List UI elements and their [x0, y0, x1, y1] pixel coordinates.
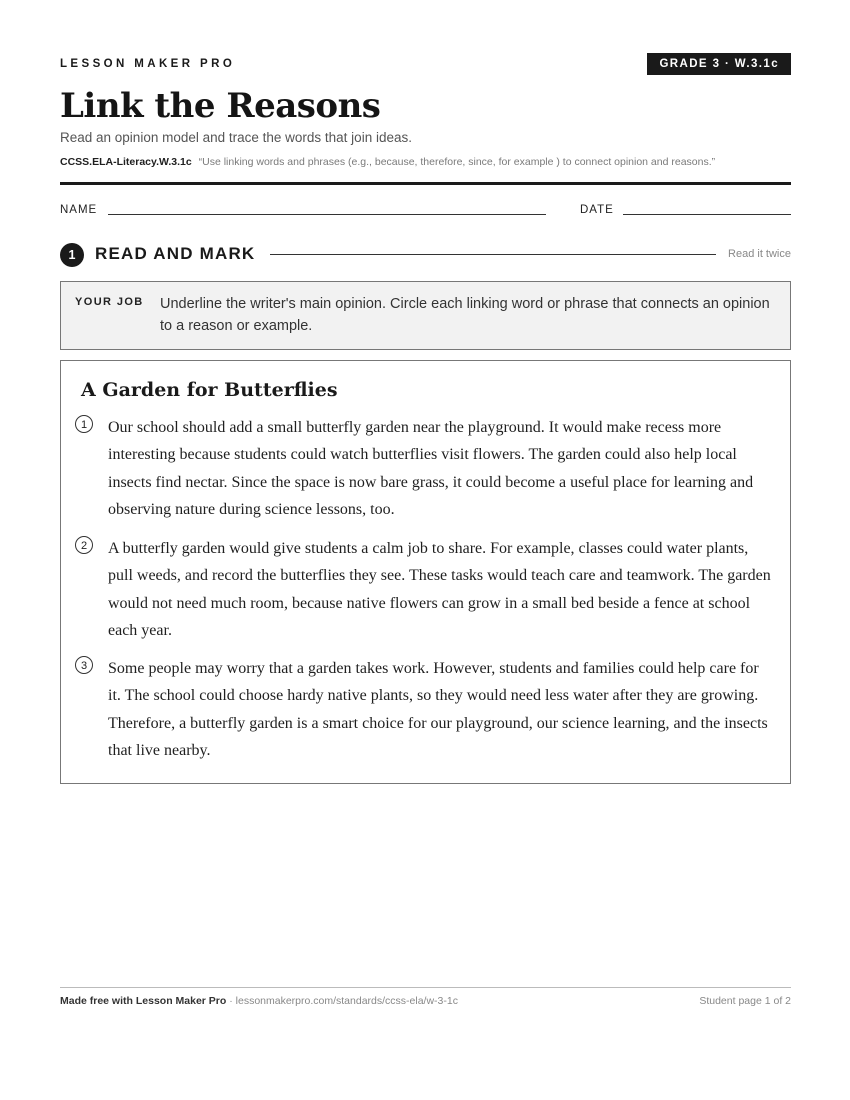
grade-badge: GRADE 3 · W.3.1c — [647, 53, 791, 75]
paragraph-text: A butterfly garden would give students a calm job to share. For example, classes could water plants, pull weeds, and record the butterflies they see. These tasks would teach care and teamwork. The garden would not need much room, because native flowers can grow in a small bed beside a fence at school each year. — [108, 540, 771, 639]
reading-passage — [60, 360, 791, 784]
name-label: NAME — [60, 204, 98, 216]
instruction-label: YOUR JOB — [75, 296, 144, 308]
header-divider — [60, 182, 791, 185]
footer-credit — [60, 995, 458, 1007]
section-number-badge: 1 — [60, 243, 84, 267]
date-field[interactable] — [623, 214, 791, 215]
instruction-text: Underline the writer's main opinion. Circle each linking word or phrase that connects an opinion to a reason or example. — [160, 296, 770, 334]
passage-title: A Garden for Butterflies — [81, 379, 338, 401]
date-label: DATE — [580, 204, 614, 216]
standard-code: CCSS.ELA-Literacy.W.3.1c — [60, 156, 192, 168]
paragraph-text: Our school should add a small butterfly garden near the playground. It would make recess more interesting because students could watch butterflies visit flowers. The garden could also help local insects find nectar. Since the space is now bare grass, it could become a useful place for learning and observing nature during science lessons, too. — [108, 419, 754, 518]
name-field[interactable] — [108, 214, 546, 215]
page-title: Link the Reasons — [60, 86, 381, 126]
paragraph-number-icon: 1 — [75, 415, 93, 433]
brand-name: LESSON MAKER PRO — [60, 58, 236, 70]
paragraph-number-icon: 3 — [75, 656, 93, 674]
footer-made-with: Made free with Lesson Maker Pro — [60, 995, 227, 1007]
instruction-box — [60, 281, 791, 350]
section-note: Read it twice — [728, 248, 791, 260]
footer-page-number: Student page 1 of 2 — [699, 995, 791, 1007]
paragraph-number-icon: 2 — [75, 536, 93, 554]
footer-divider — [60, 987, 791, 988]
standard-text: “Use linking words and phrases (e.g., because, therefore, since, for example ) to connect opinion and reasons.” — [198, 156, 716, 168]
footer-url[interactable]: · lessonmakerpro.com/standards/ccss-ela/w-3-1c — [226, 995, 458, 1007]
standard-reference — [60, 156, 715, 168]
section-title: READ AND MARK — [95, 244, 256, 263]
section-divider — [270, 254, 716, 255]
paragraph-text: Some people may worry that a garden takes work. However, students and families could help care for it. The school could choose hardy native plants, so they would need less water after they are growing. Therefore, a butterfly garden is a smart choice for our playground, our science learning, and the insects that live nearby. — [108, 660, 768, 759]
page-subtitle: Read an opinion model and trace the words that join ideas. — [60, 130, 412, 145]
